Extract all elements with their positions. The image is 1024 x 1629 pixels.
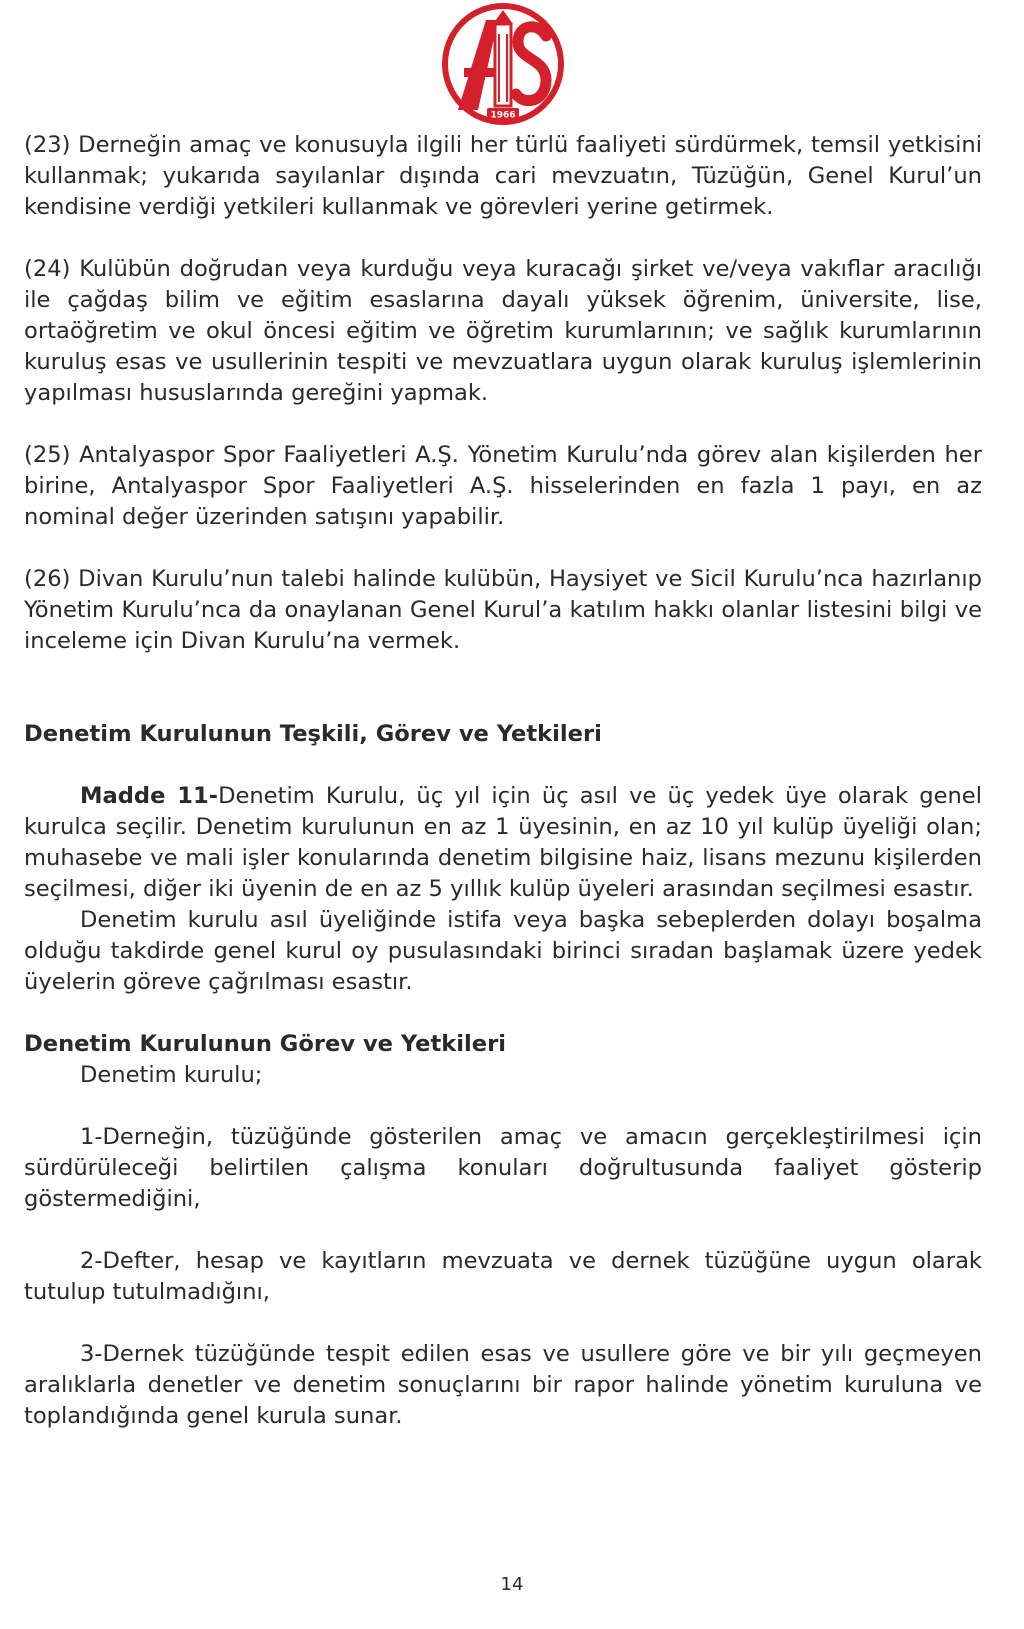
paragraph-25: (25) Antalyaspor Spor Faaliyetleri A.Ş. Yönetim Kurulu’nda görev alan kişilerden her birine, Antalyaspor Spor Faaliyetleri A.Ş. hisselerinden en fazla 1 payı, en az nominal değer üzerinden satışını yapabilir. [24,442,982,530]
logo-year: 1966 [490,110,516,121]
article-label: Madde 11- [80,783,219,809]
section-heading-teskil: Denetim Kurulunun Teşkili, Görev ve Yetkileri [24,721,602,747]
list-item-1: 1-Derneğin, tüzüğünde gösterilen amaç ve amacın gerçekleştirilmesi için sürdürüleceği belirtilen çalışma konuları doğrultusunda faaliyet gösterip göstermediğini, [24,1124,982,1212]
paragraph-23: (23) Derneğin amaç ve konusuyla ilgili her türlü faaliyeti sürdürmek, temsil yetkisini kullanmak; yukarıda sayılanlar dışında cari mevzuatın, Tüzüğün, Genel Kurul’un kendisine verdiği yetkileri kullanmak ve görevleri yerine getirmek. [24,132,982,220]
paragraph-24: (24) Kulübün doğrudan veya kurduğu veya kuracağı şirket ve/veya vakıflar aracılığı ile çağdaş bilim ve eğitim esaslarına dayalı yüksek öğrenim, üniversite, lise, ortaöğretim ve okul öncesi eğitim ve öğretim kurumlarının; ve sağlık kurumlarının kuruluş esas ve usullerinin tespiti ve mevzuatlara uygun olarak kuruluş işlemlerinin yapılması hususlarında gereğini yapmak. [24,256,982,406]
list-item-2: 2-Defter, hesap ve kayıtların mevzuata ve dernek tüzüğüne uygun olarak tutulup tutulmadığını, [24,1248,982,1305]
list-item-3: 3-Dernek tüzüğünde tespit edilen esas ve usullere göre ve bir yılı geçmeyen aralıklarla denetler ve denetim sonuçlarını bir rapor halinde yönetim kuruluna ve toplandığında genel kurula sunar. [24,1341,982,1429]
article-11-paragraph [24,781,982,905]
club-logo [438,2,568,132]
document-body [24,130,982,1432]
paragraph-26: (26) Divan Kurulu’nun talebi halinde kulübün, Haysiyet ve Sicil Kurulu’nca hazırlanıp Yönetim Kurulu’nca da onaylanan Genel Kurul’a katılım hakkı olanlar listesini bilgi ve inceleme için Divan Kurulu’na vermek. [24,566,982,654]
section-intro: Denetim kurulu; [80,1062,263,1088]
page-number: 14 [500,1574,524,1595]
article-11-second-paragraph: Denetim kurulu asıl üyeliğinde istifa veya başka sebeplerden dolayı boşalma olduğu takdirde genel kurul oy pusulasındaki birinci sıradan başlamak üzere yedek üyelerin göreve çağrılması esastır. [24,907,982,995]
article-text: Denetim Kurulu, üç yıl için üç asıl ve üç yedek üye olarak genel kurulca seçilir. Denetim kurulunun en az 1 üyesinin, en az 10 yıl kulüp üyeliği olan; muhasebe ve mali işler konularında denetim bilgisine haiz, lisans mezunu kişilerden seçilmesi, diğer iki üyenin de en az 5 yıllık kulüp üyeleri arasından seçilmesi esastır. [24,783,982,902]
section-heading-gorev: Denetim Kurulunun Görev ve Yetkileri [24,1031,506,1057]
